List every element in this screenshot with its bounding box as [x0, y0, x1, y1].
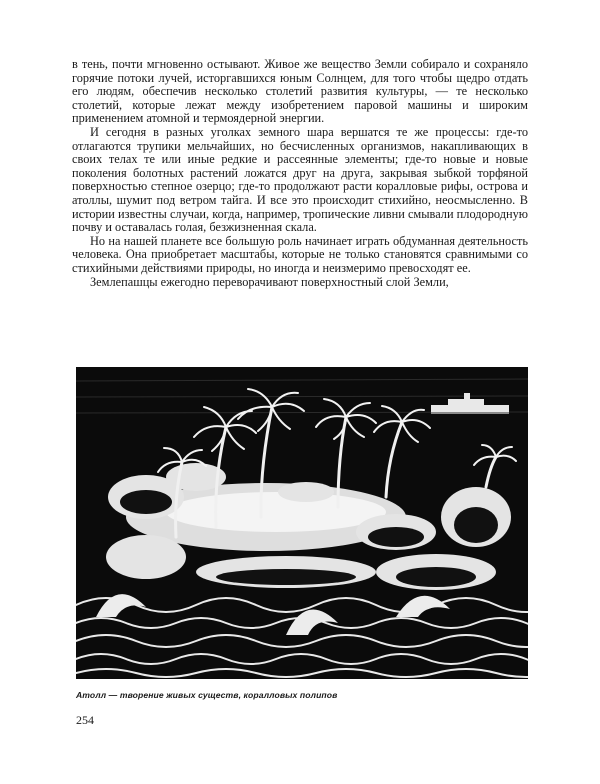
paragraph: И сегодня в разных уголках земного шара вершатся те же процессы: где-то отлагаются трупики мельчайших, но бесчисленных организмов, накапливающих в своих телах те или иные редкие и рассеянные элементы; где-то новые и новые поколения болотных растений ложатся друг на друга, закрывая зыбкой торфяной поверхностью степное озерцо; где-то продолжают расти коралловые рифы, острова и атоллы, шумит под ветром тайга. И все это происходит стихийно, неосмысленно. В истории известны случаи, когда, например, тропические ливни смывали плодородную почву и оставалась голая, безжизненная скала. — [72, 124, 528, 235]
paragraph: Землепашцы ежегодно переворачивают поверхностный слой Земли, — [90, 274, 449, 289]
paragraph: в тень, почти мгновенно остывают. Живое же вещество Земли собирало и сохраняло горячие потоки лучей, исторгавшихся юным Солнцем, для того чтобы щедро отдать его людям, обеспечив несколько столетий развития культуры, — те несколько столетий, которые лежат между изобретением паровой машины и широким применением атомной и термоядерной энергии. — [72, 57, 528, 126]
paragraph: Но на нашей планете все большую роль начинает играть обдуманная деятельность человека. Она приобретает масштабы, которые не только становятся сравнимыми со стихийными действиями природы, но иногда и неизмеримо превосходят ее. — [72, 233, 528, 275]
figure-caption: Атолл — творение живых существ, коралловых полипов — [76, 690, 338, 700]
body-text — [72, 58, 528, 289]
atoll-illustration — [76, 367, 528, 679]
atoll-engraving — [76, 367, 528, 679]
page-number: 254 — [76, 713, 94, 727]
